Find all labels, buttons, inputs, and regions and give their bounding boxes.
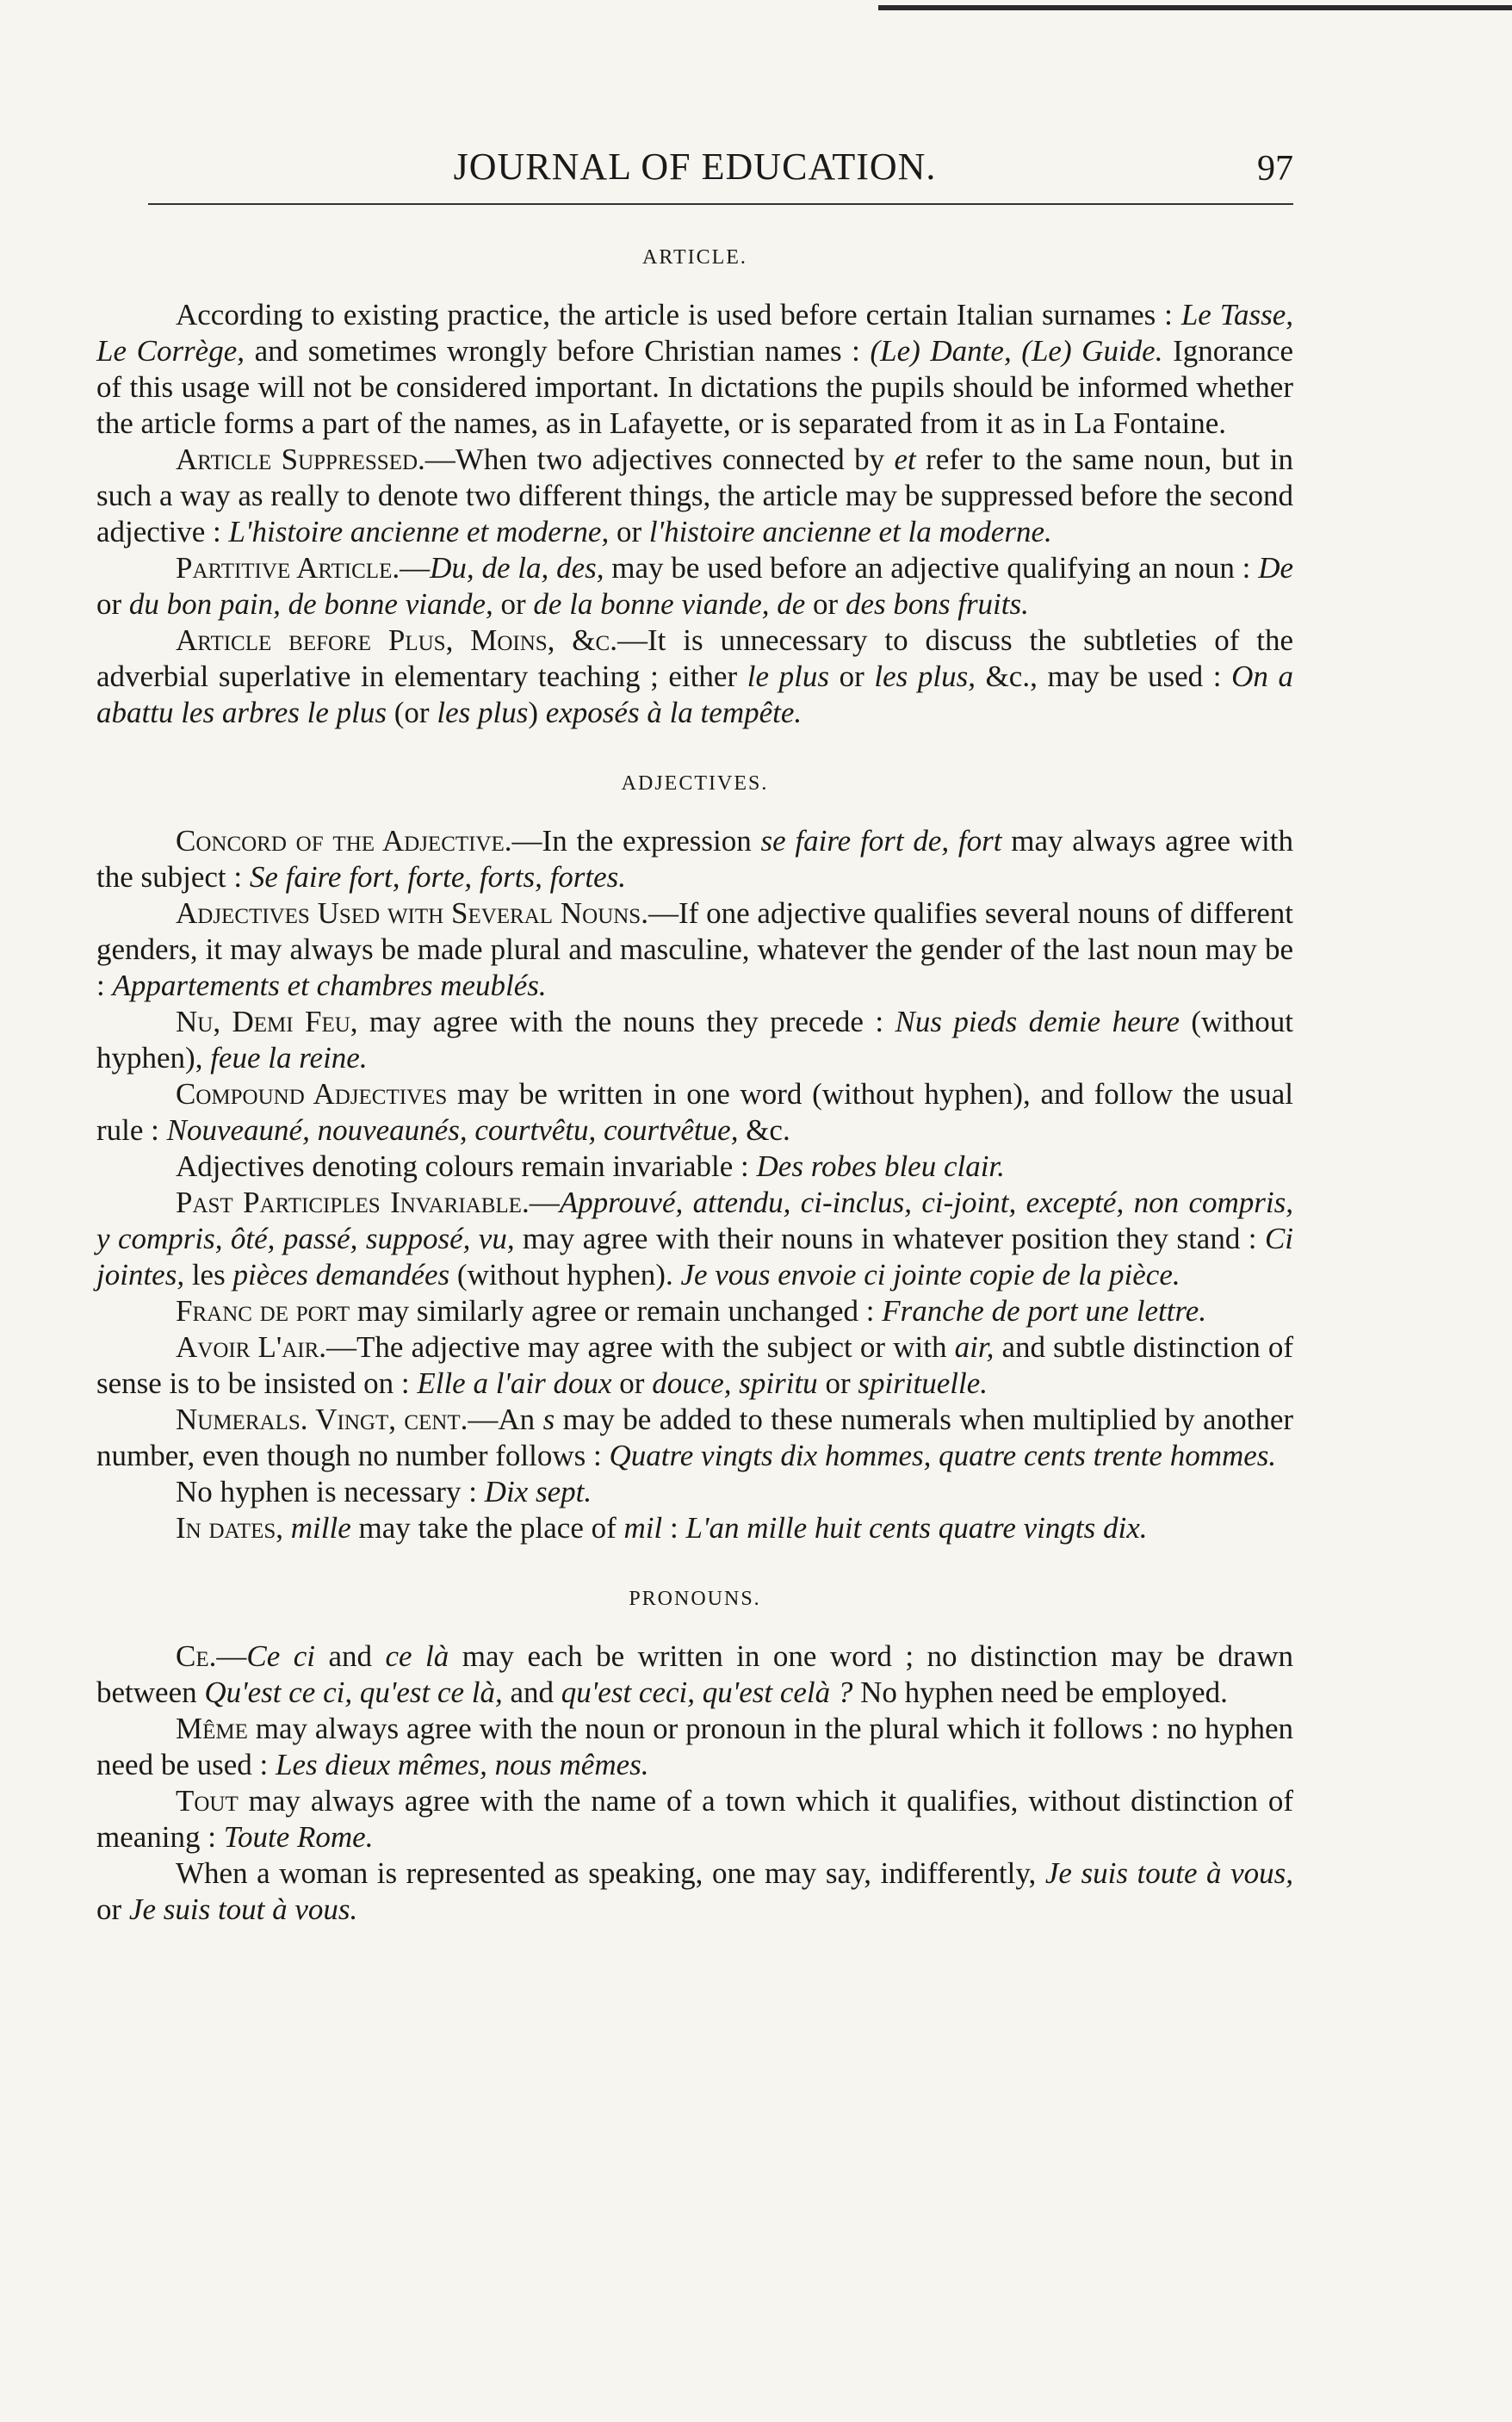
text-run: may similarly agree or remain unchanged : <box>350 1294 883 1328</box>
italic-text: feue la reine. <box>210 1041 368 1075</box>
text-run: may be used before an adjective qualifying an noun : <box>604 551 1259 585</box>
text-run: — <box>400 551 431 585</box>
italic-text: douce, spiritu <box>652 1366 818 1400</box>
text-run: les <box>184 1258 233 1292</box>
page-header <box>96 129 1293 198</box>
italic-text: Des robes bleu clair. <box>756 1149 1005 1183</box>
paragraph <box>96 1783 1293 1855</box>
paragraph <box>96 1329 1293 1402</box>
italic-text: exposés à la tempête. <box>545 696 802 729</box>
italic-text: de la bonne viande, de <box>533 587 806 621</box>
paragraph <box>96 895 1293 1004</box>
italic-text: le plus <box>747 660 829 693</box>
italic-text: On a abattu les arbres le plus <box>96 660 1294 729</box>
italic-text: air, <box>954 1330 995 1364</box>
paragraph <box>96 1149 1293 1185</box>
page-number: 97 <box>1257 149 1293 189</box>
text-run: and <box>315 1639 386 1673</box>
text-run: (without hyphen), <box>96 1005 1293 1075</box>
italic-text: De <box>1258 551 1293 585</box>
text-run: may always agree with the subject : <box>96 824 1293 894</box>
text-run: —An <box>468 1403 543 1436</box>
paragraph <box>96 297 1293 442</box>
text-run: or <box>817 1366 858 1400</box>
text-run: No hyphen need be employed. <box>852 1676 1228 1709</box>
section-heading: ARTICLE. <box>642 246 747 269</box>
italic-text: s <box>542 1403 555 1436</box>
text-run: and <box>502 1676 561 1709</box>
text-run: may each be written in one word ; no distinction may be drawn between <box>96 1639 1293 1709</box>
top-edge-rule <box>878 5 1512 10</box>
small-caps-lead: Adjectives Used with Several Nouns. <box>176 896 648 930</box>
italic-text: Je suis tout à vous. <box>128 1892 358 1926</box>
text-run: — <box>216 1639 247 1673</box>
small-caps-lead: In dates, <box>176 1511 283 1545</box>
italic-text: les plus, <box>874 660 976 693</box>
small-caps-lead: Article before Plus, Moins, &c. <box>176 623 617 657</box>
paragraph <box>96 1004 1293 1076</box>
small-caps-lead: Past Participles Invariable. <box>176 1186 530 1219</box>
small-caps-lead: Avoir L'air. <box>176 1330 327 1364</box>
text-run: —In the expression <box>511 824 761 858</box>
text-run: Adjectives denoting colours remain invariable : <box>176 1149 757 1183</box>
italic-text: Se faire fort, forte, forts, fortes. <box>249 860 627 894</box>
text-run: (without hyphen). <box>449 1258 681 1292</box>
text-run: may be added to these numerals when multiplied by another number, even though no number follows : <box>96 1403 1294 1472</box>
text-run: : <box>662 1511 686 1545</box>
text-run: —If one adjective qualifies several nouns of different genders, it may always be made plural and masculine, whatever the gender of the last noun may be : <box>96 896 1293 1002</box>
italic-text: (Le) Dante, (Le) Guide. <box>870 334 1163 368</box>
italic-text: L'histoire ancienne et moderne, <box>228 515 610 548</box>
italic-text: Appartements et chambres meublés. <box>112 969 547 1002</box>
italic-text: Qu'est ce ci, qu'est ce là, <box>204 1676 503 1709</box>
italic-text: Elle a l'air doux <box>417 1366 612 1400</box>
text-run: or <box>493 587 534 621</box>
text-run: refer to the same noun, but in such a way as really to denote two different things, the article may be suppressed before the second adjective : <box>96 443 1293 548</box>
small-caps-lead: Ce. <box>176 1639 217 1673</box>
text-run: may be written in one word (without hyphen), and follow the usual rule : <box>96 1077 1293 1147</box>
text-run: or <box>805 587 846 621</box>
italic-text: Franche de port une lettre. <box>882 1294 1207 1328</box>
text-run: Ignorance of this usage will not be considered important. In dictations the pupils should be informed whether the article forms a part of the names, as in Lafayette, or is separated from it as in La Fontaine. <box>96 334 1293 440</box>
paragraph <box>96 442 1293 550</box>
italic-text: Le Tasse, Le Corrège, <box>96 298 1294 368</box>
italic-text: se faire fort de, fort <box>760 824 1002 858</box>
text-run: or <box>828 660 875 693</box>
italic-text: du bon pain, de bonne viande, <box>128 587 493 621</box>
text-run: — <box>529 1186 560 1219</box>
italic-text: Quatre vingts dix hommes, quatre cents trente hommes. <box>609 1439 1277 1472</box>
small-caps-lead: Compound Adjectives <box>176 1077 448 1111</box>
italic-text: Je suis toute à vous, <box>1044 1856 1293 1890</box>
small-caps-lead: Même <box>176 1712 248 1745</box>
paragraph <box>96 1638 1293 1711</box>
paragraph <box>96 1510 1293 1546</box>
paragraph <box>96 1855 1293 1928</box>
text-run: or <box>611 1366 653 1400</box>
paragraph <box>96 623 1293 731</box>
text-run: or <box>609 515 649 548</box>
italic-text: Dix sept. <box>484 1475 592 1508</box>
text-run: When a woman is represented as speaking, one may say, indifferently, <box>176 1856 1045 1890</box>
text-run: ) <box>528 696 546 729</box>
small-caps-lead: Article Suppressed. <box>176 443 425 476</box>
text-run: (or <box>387 696 437 729</box>
page-body <box>96 246 1293 1928</box>
text-run: may take the place of <box>350 1511 624 1545</box>
small-caps-lead: Partitive Article. <box>176 551 400 585</box>
paragraph <box>96 1076 1293 1149</box>
text-run: or <box>96 587 129 621</box>
running-title: JOURNAL OF EDUCATION. <box>453 146 937 188</box>
italic-text: mil <box>623 1511 663 1545</box>
journal-page <box>96 129 1293 1928</box>
text-run: —The adjective may agree with the subject or with <box>326 1330 955 1364</box>
italic-text: Nus pieds demie heure <box>895 1005 1180 1038</box>
paragraph <box>96 1185 1293 1293</box>
text-run: or <box>96 1892 129 1926</box>
italic-text: Du, de la, des, <box>430 551 604 585</box>
text-run: &c. <box>738 1113 790 1147</box>
small-caps-lead: Numerals. Vingt, cent. <box>176 1403 468 1436</box>
italic-text: les plus <box>437 696 529 729</box>
italic-text: Je vous envoie ci jointe copie de la pièce. <box>680 1258 1180 1292</box>
italic-text: L'an mille huit cents quatre vingts dix. <box>685 1511 1148 1545</box>
text-run: may agree with the nouns they precede : <box>357 1005 895 1038</box>
section-heading: ADJECTIVES. <box>621 772 769 795</box>
paragraph <box>96 1402 1293 1474</box>
small-caps-lead: Nu, Demi Feu, <box>176 1005 358 1038</box>
text-run: According to existing practice, the article is used before certain Italian surnames : <box>176 298 1181 331</box>
paragraph <box>96 823 1293 895</box>
text-run: may always agree with the noun or pronoun in the plural which it follows : no hyphen need be used : <box>96 1712 1293 1781</box>
small-caps-lead: Concord of the Adjective. <box>176 824 512 858</box>
paragraph <box>96 1474 1293 1510</box>
text-run: and sometimes wrongly before Christian names : <box>245 334 871 368</box>
italic-text: et <box>894 443 916 476</box>
paragraph <box>96 1711 1293 1783</box>
italic-text: mille <box>290 1511 351 1545</box>
text-run: may always agree with the name of a town which it qualifies, without distinction of meaning : <box>96 1784 1293 1854</box>
text-run: may agree with their nouns in whatever position they stand : <box>514 1222 1265 1255</box>
small-caps-lead: Franc de port <box>176 1294 350 1328</box>
italic-text: l'histoire ancienne et la moderne. <box>648 515 1052 548</box>
header-rule <box>148 203 1293 205</box>
paragraph <box>96 550 1293 623</box>
text-run: —When two adjectives connected by <box>424 443 895 476</box>
italic-text: qu'est ceci, qu'est celà ? <box>561 1676 853 1709</box>
text-run: &c., may be used : <box>975 660 1232 693</box>
italic-text: Les dieux mêmes, nous mêmes. <box>275 1748 649 1781</box>
italic-text: des bons fruits. <box>845 587 1029 621</box>
italic-text: Nouveauné, nouveaunés, courtvêtu, courtvêtue, <box>166 1113 739 1147</box>
paragraph <box>96 1293 1293 1329</box>
italic-text: spirituelle. <box>858 1366 988 1400</box>
italic-text: Ce ci <box>246 1639 315 1673</box>
italic-text: Ci jointes, <box>96 1222 1294 1292</box>
italic-text: Toute Rome. <box>223 1820 374 1854</box>
italic-text: Approuvé, attendu, ci-inclus, ci-joint, excepté, non compris, y compris, ôté, passé, supposé, vu, <box>96 1186 1293 1255</box>
text-run: —It is unnecessary to discuss the subtleties of the adverbial superlative in elementary teaching ; either <box>96 623 1293 693</box>
italic-text: ce là <box>385 1639 449 1673</box>
section-heading: PRONOUNS. <box>629 1588 761 1610</box>
text-run: No hyphen is necessary : <box>176 1475 485 1508</box>
text-run: and subtle distinction of sense is to be insisted on : <box>96 1330 1294 1400</box>
text-run <box>283 1511 291 1545</box>
italic-text: pièces demandées <box>232 1258 450 1292</box>
small-caps-lead: Tout <box>176 1784 239 1818</box>
